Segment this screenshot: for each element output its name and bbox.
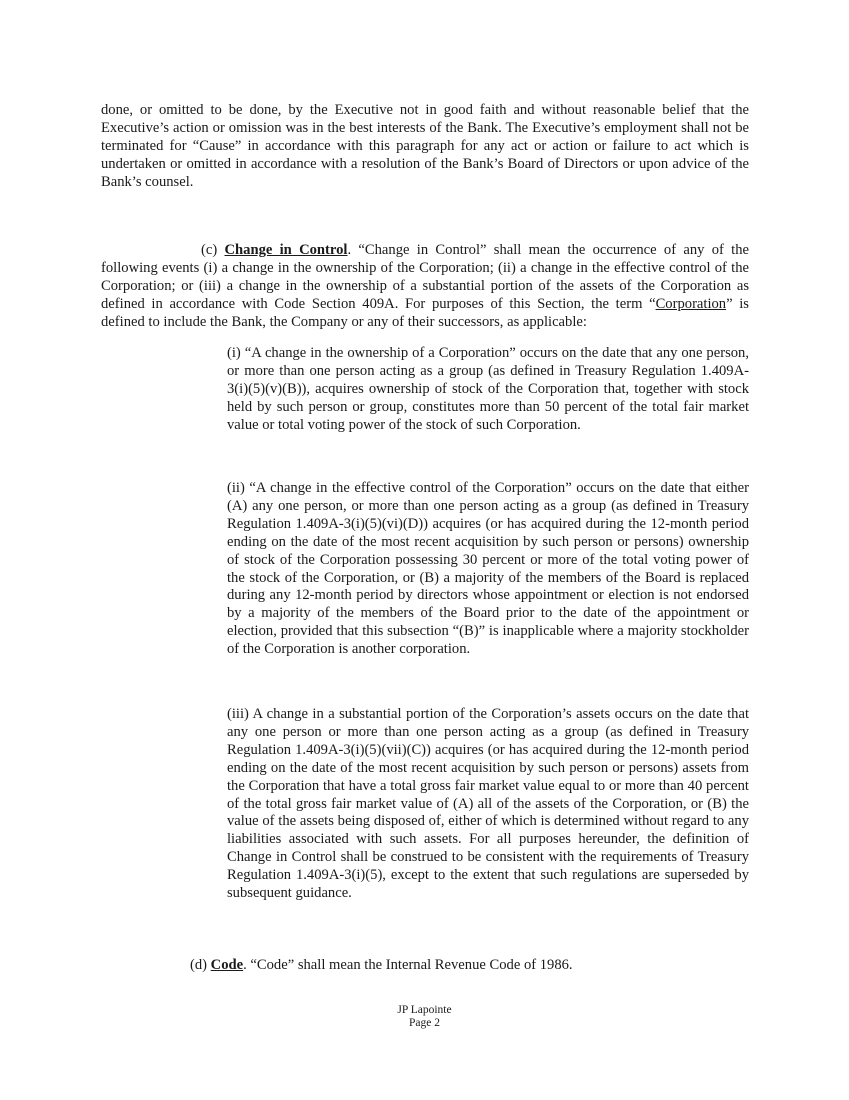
paragraph-change-in-control xyxy=(101,242,749,332)
heading-change-in-control: Change in Control xyxy=(224,242,348,258)
subparagraph-ii-effective-control: (ii) “A change in the effective control of the Corporation” occurs on the date that either (A) any one person, or more than one person acting as a group (as defined in Treasury Regulation 1.409A-3(i)(5)(vi)(D)) acquires (or has acquired during the 12-month period ending on the date of the most recent acquisition by such person or persons) ownership of stock of the Corporation possessing 30 percent or more of the total voting power of the stock of the Corporation, or (B) a majority of the members of the Board is replaced during any 12-month period by directors whose appointment or election is not endorsed by a majority of the members of the Board prior to the date of the appointment or election, provided that this subsection “(B)” is inapplicable where a majority stockholder of the Corporation is another corporation. xyxy=(227,480,749,658)
paragraph-code xyxy=(190,957,573,975)
subparagraph-i-ownership: (i) “A change in the ownership of a Corporation” occurs on the date that any one person, or more than one person acting as a group (as defined in Treasury Regulation 1.409A-3(i)(5)(v)(B)), acquires ownership of stock of the Corporation that, together with stock held by such person or group, constitutes more than 50 percent of the total fair market value or total voting power of the stock of such Corporation. xyxy=(227,345,749,433)
footer-page-number: Page 2 xyxy=(409,1017,440,1029)
subparagraph-iii-substantial-assets: (iii) A change in a substantial portion of the Corporation’s assets occurs on the date that any one person or more than one person acting as a group (as defined in Treasury Regulation 1.409A-3(i)(5)(vii)(C)) acquires (or has acquired during the 12-month period ending on the date of the most recent acquisition by such person or persons) assets from the Corporation that have a total gross fair market value equal to or more than 40 percent of the total gross fair market value of (A) all of the assets of the Corporation, or (B) the value of the assets being disposed of, either of which is determined without regard to any liabilities associated with such assets. For all purposes hereunder, the definition of Change in Control shall be construed to be consistent with the requirements of Treasury Regulation 1.409A-3(i)(5), except to the extent that such regulations are superseded by subsequent guidance. xyxy=(227,706,749,902)
change-in-control-text-2: ” is defined to include the Bank, the Company or any of their successors, as applicable: xyxy=(101,295,749,330)
heading-code: Code xyxy=(210,957,244,973)
change-in-control-text-1: . “Change in Control” shall mean the occurrence of any of the following events (i) a change in the ownership of the Corporation; (ii) a change in the effective control of the Corporation; or (iii) a change in the ownership of a substantial portion of the assets of the Corporation as defined in accordance with Code Section 409A. For purposes of this Section, the term “ xyxy=(101,242,749,312)
defined-term-corporation: Corporation xyxy=(655,295,727,312)
section-marker-d: (d) xyxy=(190,957,211,973)
section-marker-c: (c) xyxy=(201,242,225,258)
footer-name: JP Lapointe xyxy=(397,1004,452,1016)
paragraph-cause-continuation: done, or omitted to be done, by the Executive not in good faith and without reasonable belief that the Executive’s action or omission was in the best interests of the Bank. The Executive’s employment shall not be terminated for “Cause” in accordance with this paragraph for any act or action or failure to act which is undertaken or omitted in accordance with a resolution of the Bank’s Board of Directors or upon advice of the Bank’s counsel. xyxy=(101,102,749,190)
code-definition-text: . “Code” shall mean the Internal Revenue Code of 1986. xyxy=(243,957,573,973)
